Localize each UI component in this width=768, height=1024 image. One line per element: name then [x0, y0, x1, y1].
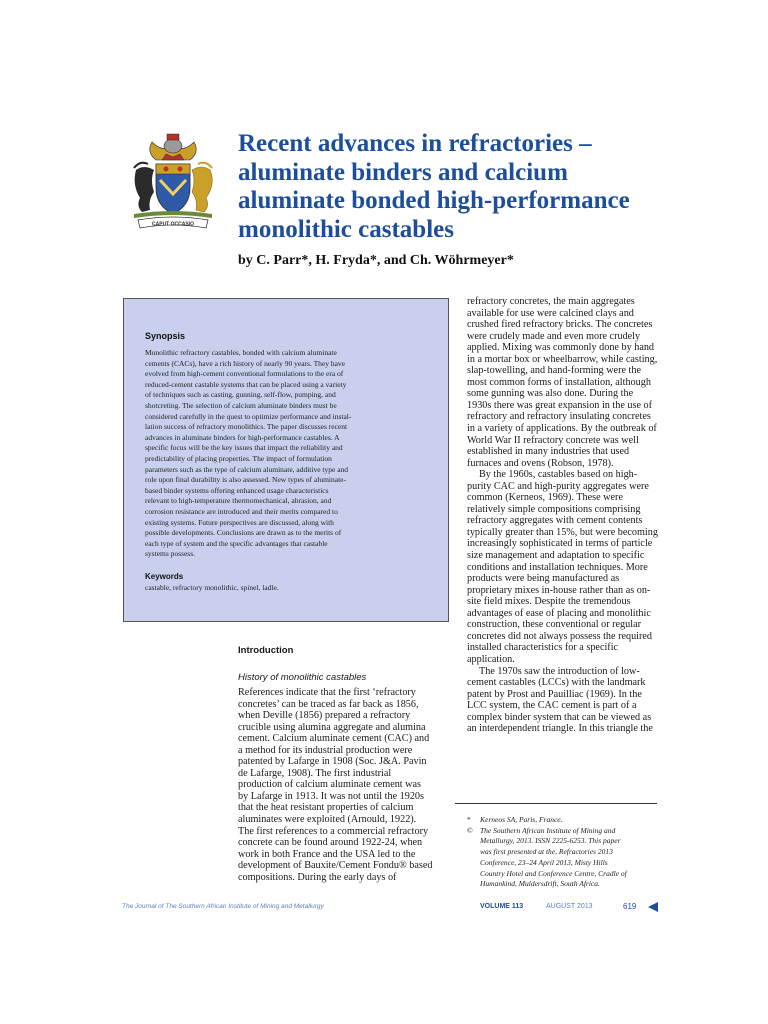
body-text-line: installed characteristics for a specific: [467, 642, 619, 654]
footnote-line: The Southern African Institute of Mining and: [480, 825, 616, 835]
body-text-line: in a mortar box or wheelbarrow, while casting,: [467, 353, 658, 365]
synopsis-line: based binder systems offering enhanced usage characteristics: [145, 485, 329, 495]
synopsis-line: evolved from high-cement conventional formulations to the era of: [145, 369, 344, 379]
title-line: monolithic castables: [238, 215, 454, 243]
body-text-line: were crudely made and even more crudely: [467, 330, 641, 342]
footnotes: [467, 815, 627, 890]
body-text-line: LCC system, the CAC cement is part of a: [467, 700, 637, 712]
footnote: [467, 815, 627, 826]
body-text-line: patent by Prost and Pauilliac (1969). In the: [467, 688, 642, 700]
footer-volume: VOLUME 113: [480, 903, 524, 910]
institute-crest-logo: [126, 130, 220, 232]
body-text-line: concretes did not always possess the required: [467, 630, 653, 642]
body-column-left: [238, 687, 432, 883]
footnote-line: Humankind, Muldersdrift, South Africa.: [480, 879, 600, 889]
body-text-line: production of calcium aluminate cement was: [238, 779, 422, 791]
body-text-line: 1930s there was great expansion in the use of: [467, 399, 653, 411]
footnote-mark: *: [467, 815, 471, 824]
body-text-line: applied. Mixing was commonly done by hand: [467, 342, 655, 354]
footnote-line: was first presented at the, Refractories 2013: [480, 847, 613, 857]
synopsis-line: advances in aluminate binders for high-performance castables. A: [145, 432, 340, 442]
footnote-line: Kerneos SA, Paris, France.: [480, 815, 563, 824]
body-text-line: The first references to a commercial refractory: [238, 825, 429, 837]
synopsis-text: [145, 348, 448, 560]
body-text-line: furnaces and ovens (Robson, 1978).: [467, 457, 614, 469]
footnote: [467, 826, 627, 890]
body-text-line: conditions and installation techniques. More: [467, 561, 648, 573]
body-column-right: [467, 296, 658, 735]
author-byline: by C. Parr*, H. Fryda*, and Ch. Wöhrmeyer*: [238, 253, 514, 268]
keywords-heading: Keywords: [145, 571, 184, 581]
body-text-line: most common forms of installation, although: [467, 376, 651, 388]
title-line: Recent advances in refractories –: [238, 130, 592, 157]
synopsis-line: reduced-cement castable systems that can be placed using a variety: [145, 379, 347, 389]
synopsis-line: predictability of placing properties. The impact of formulation: [145, 453, 332, 463]
body-text-line: de Lafarge, 1908). The first industrial: [238, 767, 392, 779]
body-text-line: construction, these conventional or regular: [467, 619, 641, 631]
footer-page-number: 619: [623, 902, 637, 911]
body-text-line: in a variety of applications. By the outbreak of: [467, 423, 657, 435]
body-text-line: compositions. During the early days of: [238, 871, 397, 883]
synopsis-line: lation success of refractory monolithics. The paper discusses recent: [145, 422, 348, 432]
synopsis-line: existing systems. Future perspectives are discussed, along with: [145, 517, 334, 527]
synopsis-line: systems possess.: [145, 549, 196, 559]
title-line: aluminate bonded high-performance: [238, 187, 630, 214]
synopsis-line: possible developments. Conclusions are drawn as to the merits of: [145, 528, 342, 538]
footnote-divider: [455, 803, 657, 804]
footnote-line: Metallurgy, 2013. ISSN 2225-6253. This paper: [480, 836, 621, 846]
body-text-line: a method for its industrial production were: [238, 744, 413, 756]
synopsis-heading: Synopsis: [145, 331, 186, 341]
synopsis-line: of techniques such as casting, gunning, self-flow, pumping, and: [145, 390, 336, 400]
body-text-line: crucible using alumina aggregate and alumina: [238, 721, 426, 733]
body-text-line: complex binder system that can be viewed as: [467, 711, 652, 723]
body-text-line: proprietary mixes in-house rather than as on-: [467, 584, 651, 596]
footer-journal-name: The Journal of The Southern African Institute of Mining and Metallurgy: [122, 903, 324, 910]
body-text-line: increasingly sophisticated in terms of particle: [467, 538, 653, 550]
body-text-line: common (Kerneos, 1969). These were: [467, 492, 623, 504]
crest-motto: CAPUT OCCASIO: [152, 221, 194, 228]
body-text-line: slap-towelling, and hand-forming were the: [467, 365, 641, 377]
body-text-line: aluminates were exploited (Arnould, 1922).: [238, 814, 417, 826]
body-text-line: refractory concretes, the main aggregates: [467, 296, 635, 307]
footnote-line: Country Hotel and Conference Centre, Cradle of: [480, 868, 627, 878]
synopsis-line: relevant to high-temperature thermomechanical, abrasion, and: [145, 496, 332, 506]
synopsis-line: cements (CACs), have a rich history of nearly 90 years. They have: [145, 358, 346, 368]
body-text-line: concretes’ can be traced as far back as 1856,: [238, 698, 419, 710]
footnote-line: Conference, 23–24 April 2013, Misty Hills: [480, 857, 608, 867]
synopsis-line: shotcreting. The selection of calcium aluminate binders must be: [145, 400, 337, 410]
body-text-line: refractory and refractory insulating concretes: [467, 411, 651, 423]
body-text-line: established in many industries that used: [467, 446, 630, 458]
section-heading-introduction: Introduction: [238, 645, 294, 656]
body-text-line: by Lafarge in 1913. It was not until the 1920s: [238, 790, 424, 802]
synopsis-box: [123, 298, 449, 622]
body-text-line: application.: [467, 653, 515, 665]
body-text-line: development of Bauxite/Cement Fondu® based: [238, 860, 433, 872]
footnote-mark: ©: [467, 825, 473, 835]
title-line: aluminate binders and calcium: [238, 158, 568, 186]
body-text-line: The 1970s saw the introduction of low-: [479, 665, 640, 677]
body-text-line: advantages of ease of placing and monolithic: [467, 607, 651, 619]
body-text-line: cement. Calcium aluminate cement (CAC) and: [238, 733, 430, 745]
body-text-line: available for use were calcined clays and: [467, 307, 634, 319]
body-text-line: concrete can be found around 1922-24, when: [238, 837, 423, 849]
synopsis-line: parameters such as the type of calcium aluminate, additive type and: [145, 464, 349, 474]
synopsis-line: role upon final durability is also assessed. New types of aluminate-: [145, 475, 346, 485]
body-text-line: By the 1960s, castables based on high-: [479, 469, 638, 481]
body-text-line: when Deville (1856) prepared a refractory: [238, 710, 411, 722]
body-text-line: patented by Lafarge in 1908 (Soc. J&A. Pavin: [238, 756, 427, 768]
body-text-line: World War II refractory concrete was well: [467, 434, 639, 446]
body-text-line: an interdependent triangle. In this triangle the: [467, 723, 653, 735]
synopsis-line: Monolithic refractory castables, bonded with calcium aluminate: [145, 348, 337, 357]
body-text-line: size management and adaptation to specific: [467, 550, 645, 562]
body-text-line: refractory aggregates with cement contents: [467, 515, 643, 527]
body-text-line: purity CAC and high-purity aggregates were: [467, 480, 649, 492]
subsection-heading-history: History of monolithic castables: [238, 672, 367, 683]
footer-date: AUGUST 2013: [546, 903, 593, 910]
body-text-line: relatively simple compositions comprising: [467, 503, 641, 515]
body-text-line: work in both France and the USA led to the: [238, 848, 416, 860]
body-text-line: cement castables (LCCs) with the landmark: [467, 677, 646, 689]
synopsis-line: considered carefully in the quest to optimize performance and instal-: [145, 411, 352, 421]
body-text-line: some gunning was also done. During the: [467, 388, 634, 400]
body-text-line: References indicate that the first ‘refractory: [238, 687, 416, 698]
synopsis-line: each type of system and the specific advantages that castable: [145, 538, 328, 548]
body-text-line: products were being manufactured as: [467, 573, 620, 585]
synopsis-line: specific focus will be the key issues that impact the reliability and: [145, 443, 343, 453]
keywords-text: castable, refractory monolithic, spinel, ladle.: [145, 582, 279, 592]
body-text-line: crushed fired refractory bricks. The concretes: [467, 319, 653, 331]
synopsis-line: corrosion resistance are introduced and their merits compared to: [145, 506, 338, 516]
left-triangle-icon: [647, 901, 659, 913]
body-text-line: typically greater than 15%, but were becoming: [467, 526, 658, 538]
body-text-line: site field mixes. Despite the tremendous: [467, 596, 631, 608]
body-text-line: that the heat resistant properties of calcium: [238, 802, 414, 814]
article-title: [238, 130, 658, 244]
